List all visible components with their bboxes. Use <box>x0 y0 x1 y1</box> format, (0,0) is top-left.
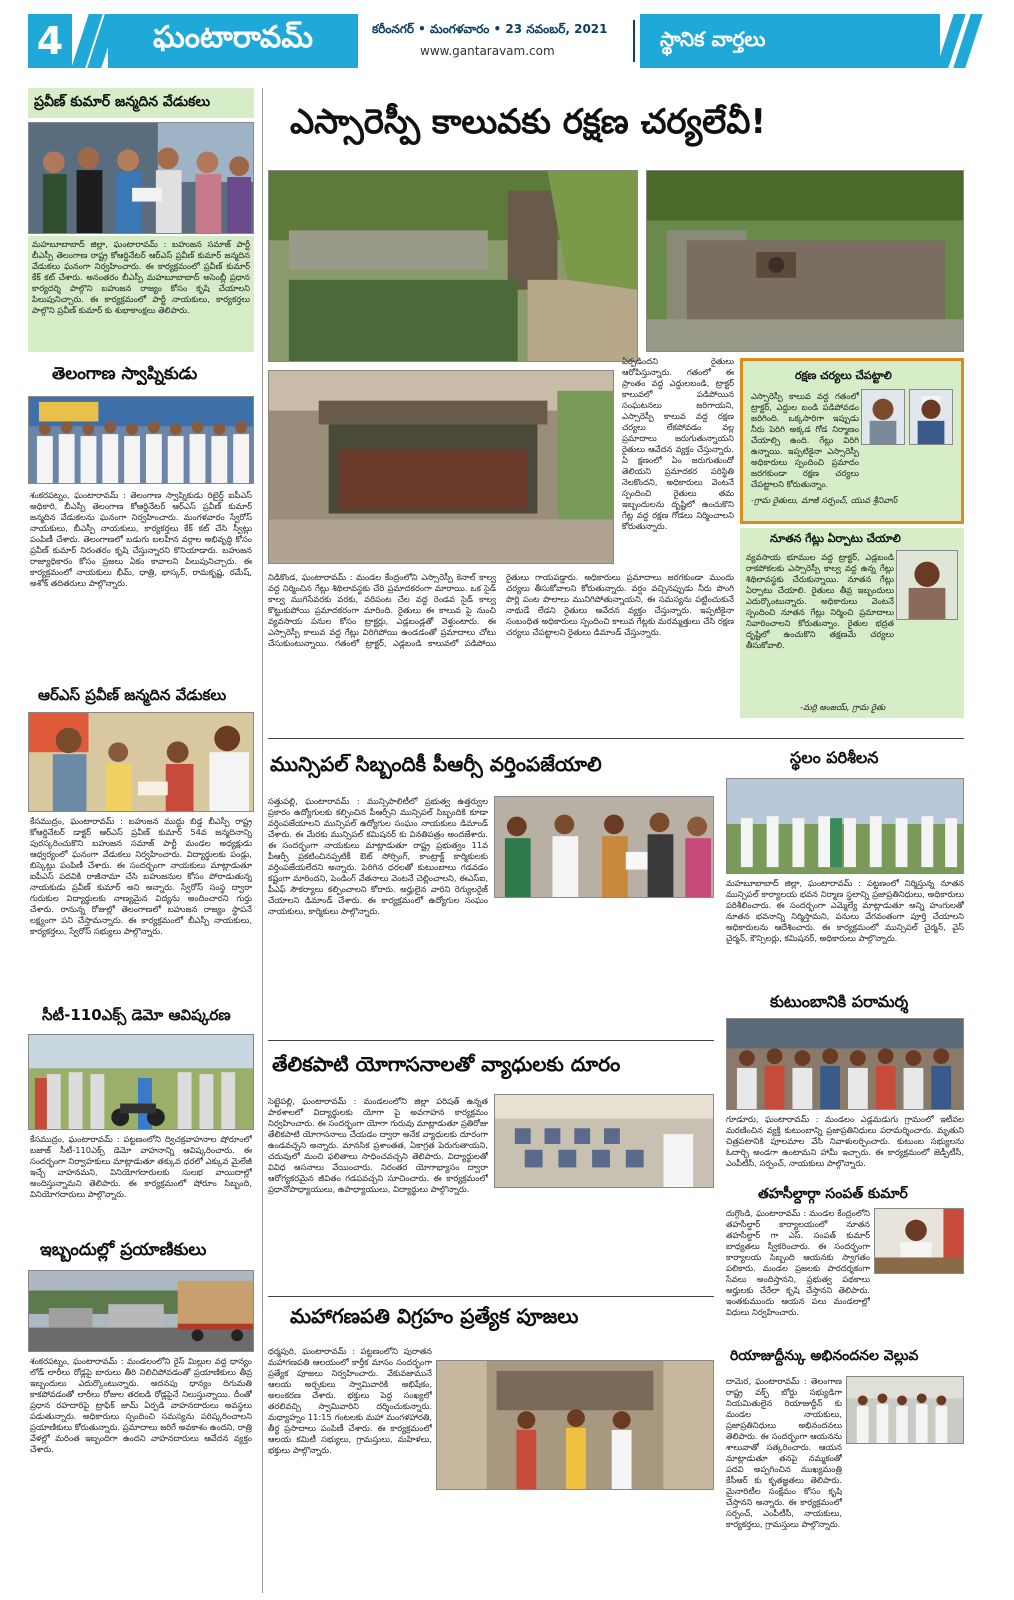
headline: కుటుంబానికి పరామర్శ <box>770 992 909 1011</box>
header-divider <box>633 20 635 62</box>
headline: తెలంగాణ స్వాప్నికుడు <box>52 364 198 384</box>
story-body: దామెర, ఘంటారావమ్ : తెలంగాణ రాష్ట్ర వక్ఫ్ బోర్డు సభ్యుడిగా నియమితులైన రియాజుద్దీన్ కు మండల నాయకులు, ప్రజాప్రతినిధులు అభినందనలు తెలిపారు. ఈ సందర్భంగా ఆయనను శాలువాతో సత్కరించారు. ఆయన మాట్లాడుతూ తనపై నమ్మకంతో పదవి అప్పగించిన ముఖ్యమంత్రి కేసీఆర్ కు కృతజ్ఞతలు తెలిపారు. మైనారిటీల సంక్షేమం కోసం కృషి చేస్తానని అన్నారు. ఈ కార్యక్రమంలో సర్పంచ్, ఎంపీటీసీ, నాయకులు, కార్యకర్తలు, గ్రామస్తులు పాల్గొన్నారు. <box>726 1376 842 1529</box>
photo-memorandum <box>494 796 714 898</box>
portrait-photo <box>909 389 953 445</box>
opinion-body: వ్యవసాయ భూముల వద్ద ట్రాక్టర్, ఎడ్లబండి రాకపోకలకు ఎస్సారెస్పీ కాల్వ వద్ద ఉన్న గేట్లు శిథిలావస్థకు చేరుకున్నాయి. నూతన గేట్లు ఏర్పాటు చేయాలి. రైతులు తీవ్ర ఇబ్బందులు ఎదుర్కొంటున్నారు. అధికారులు వెంటనే స్పందించి నూతన గేట్లు నిర్మించి ప్రమాదాలు నివారించాలని కోరుతున్నాం. రైతుల భద్రత దృష్టిలో ఉంచుకొని తక్షణమే చర్యలు తీసుకోవాలి. <box>746 552 894 650</box>
photo-temple-pooja <box>436 1360 714 1490</box>
dateline: కరీంనగర్ • మంగళవారం • 23 నవంబర్, 2021 <box>372 22 608 36</box>
section-rule <box>268 738 964 739</box>
photo-cake-cutting <box>28 712 254 812</box>
story-body: సెట్టెపల్లి, ఘంటారావమ్ : మండలంలోని జిల్లా పరిషత్ ఉన్నత పాఠశాలలో విద్యార్థులకు యోగా పై అవగాహన కార్యక్రమం నిర్వహించారు. ఈ సందర్భంగా యోగా గురువు మాట్లాడుతూ ప్రతిరోజు తేలికపాటి యోగాసనాలు చేయడం ద్వారా అనేక వ్యాధులకు దూరంగా ఉండవచ్చని అన్నారు. మానసిక ప్రశాంతత, ఏకాగ్రత పెరుగుతాయని, చదువులో మంచి ఫలితాలు సాధించవచ్చని తెలిపారు. విద్యార్థులతో వివిధ ఆసనాలు వేయించారు. నిరంతర యోగాభ్యాసం ద్వారా ఆరోగ్యకరమైన జీవితం గడపవచ్చని సూచించారు. ఈ కార్యక్రమంలో ప్రధానోపాధ్యాయులు, ఉపాధ్యాయులు, విద్యార్థులు పాల్గొన్నారు. <box>268 1096 488 1194</box>
photo-trucks-road <box>28 1270 254 1352</box>
opinion-title: నూతన గేట్లు ఏర్పాటు చేయాలి <box>770 532 901 545</box>
headline: రియాజుద్దీన్కు అభినందనల వెల్లువ <box>730 1348 919 1364</box>
story-body: కేసముద్రం, ఘంటారావమ్ : బహుజన ముద్దు బిడ్డ బీఎస్పీ రాష్ట్ర కోఆర్డినేటర్ డాక్టర్ ఆర్ఎస్ ప్రవీణ్ కుమార్ 54వ జన్మదినాన్ని పురస్కరించుకొని బహుజన సమాజ్ పార్టీ మండల అధ్యక్షుడు ఆధ్వర్యంలో ఘనంగా వేడుకలు నిర్వహించారు. విద్యార్థులకు పండ్లు, బిస్కెట్లు పంపిణీ చేశారు. ఈ సందర్భంగా నాయకులు మాట్లాడుతూ ఐపీఎస్ పదవికి రాజీనామా చేసి బహుజనుల కోసం పోరాడుతున్న నాయకుడు ప్రవీణ్ కుమార్ అని అన్నారు. స్వేరోస్ సంస్థ ద్వారా గురుకుల విద్యార్థులకు నాణ్యమైన విద్యను అందించారని గుర్తు చేశారు. రానున్న రోజుల్లో తెలంగాణలో బహుజన రాజ్యం స్థాపనే లక్ష్యంగా పని చేస్తామన్నారు. ఈ కార్యక్రమంలో బీఎస్పీ నాయకులు, కార్యకర్తలు, స్వేరోస్ సభ్యులు పాల్గొన్నారు. <box>30 816 252 936</box>
portrait-photo <box>896 550 958 620</box>
website: www.gantaravam.com <box>420 44 555 58</box>
story-body: మహబూబాబాద్ జిల్లా, ఘంటారావమ్ : పట్టణంలో నిర్మిస్తున్న నూతన మున్సిపల్ కార్యాలయ భవన నిర్మాణ స్థలాన్ని ప్రజాప్రతినిధులు, అధికారులు పరిశీలించారు. ఈ సందర్భంగా ఎమ్మెల్యే మాట్లాడుతూ అన్ని హంగులతో నూతన భవనాన్ని నిర్మిస్తామని, పనులు వేగవంతంగా పూర్తి చేయాలని అధికారులను ఆదేశించారు. ఈ కార్యక్రమంలో మున్సిపల్ చైర్మన్, వైస్ చైర్మన్, కౌన్సిలర్లు, కమిషనర్, అధికారులు పాల్గొన్నారు. <box>726 878 964 943</box>
headline: తహసీల్దార్గా సంపత్ కుమార్ <box>758 1186 908 1202</box>
photo-canal-gate-2 <box>646 170 964 352</box>
photo-birthday-cake <box>28 122 254 234</box>
photo-felicitation <box>846 1376 964 1444</box>
page-number: 4 <box>28 14 72 68</box>
photo-group-celebration <box>28 396 254 484</box>
headline: ప్రవీణ్ కుమార్ జన్మదిన వేడుకలు <box>34 94 211 110</box>
headline: ఇబ్బందుల్లో ప్రయాణికులు <box>40 1240 207 1260</box>
opinion-title: రక్షణ చర్యలు చేపట్టాలి <box>795 369 892 382</box>
lead-body-bottom: నిడికొండ, ఘంటారావమ్ : మండల కేంద్రంలోని ఎస్సారెస్పీ కెనాల్ కాల్వ వద్ద నిర్మించిన గేట్లు శిథిలావస్థకు చేరి ప్రమాదకరంగా మారాయి. ఒక సైడ్ కాల్వ ముగిసేవరకు వరకు, వరిపంట చేల వద్ద రెండవ సైడ్ కాల్వ కొట్టుకుపోయి ప్రమాదకరంగా మారింది. రైతులు ఈ కాలువ పై నుంచి వ్యవసాయ పనుల కోసం ట్రాక్టర్లు, ఎడ్లబండ్లతో వెళ్తుంటారు. ఈ ఎస్సారెస్పీ కాలువ వద్ద గేట్లు విరిగిపోయి ఉండడంతో ప్రమాదాలు చోటు చేసుకుంటున్నాయి. గతంలో ట్రాక్టర్, ఎడ్లబండి కాలువలో పడిపోయి రైతులు గాయపడ్డారు. అధికారులు ప్రమాదాలు జరగకుండా ముందు చర్యలు తీసుకోవాలని కోరుతున్నారు. వర్షం వచ్చినప్పుడు నీరు పొంగి పొర్లి పంట పొలాలు మునిగిపోతున్నాయని, ఈ సమస్యను పట్టించుకునే నాథుడే లేడని రైతులు ఆవేదన వ్యక్తం చేస్తున్నారు. ఇప్పటికైనా సంబంధిత అధికారులు స్పందించి కాలువ గేట్లకు మరమ్మత్తులు చేసి రక్షణ చర్యలు చేపట్టాలని రైతులు డిమాండ్ చేస్తున్నారు. <box>268 572 734 648</box>
headline: సీటీ-110ఎక్స్ డెమో ఆవిష్కరణ <box>42 1006 231 1024</box>
story-body: కేసముద్రం, ఘంటారావమ్ : పట్టణంలోని ద్విచక్రవాహనాల షోరూంలో బజాజ్ సీటీ-110ఎక్స్ డెమో వాహనాన్ని ఆవిష్కరించారు. ఈ సందర్భంగా నిర్వాహకులు మాట్లాడుతూ తక్కువ ధరలో ఎక్కువ మైలేజీ ఇచ్చే వాహనమని, వినియోగదారులకు సులభ వాయిదాల్లో అందిస్తున్నామని తెలిపారు. ఈ కార్యక్రమంలో షోరూం సిబ్బంది, వినియోగదారులు పాల్గొన్నారు. <box>30 1134 252 1199</box>
photo-site-inspection <box>726 778 964 874</box>
section-title: స్థానిక వార్తలు <box>640 14 940 68</box>
story-body: శంకరపట్నం, ఘంటారావమ్ : తెలంగాణ స్వాప్నికుడు రిటైర్డ్ ఐపీఎస్ అధికారి, బీఎస్పీ తెలంగాణ కోఆర్డినేటర్ ఆర్ఎస్ ప్రవీణ్ కుమార్ జన్మదిన వేడుకలను ఘనంగా నిర్వహించారు. మంగళవారం స్వేరోస్ నాయకులు, బీఎస్పీ నాయకులు, కార్యకర్తలు కేక్ కట్ చేసి స్వీట్లు పంపిణీ చేశారు. తెలంగాణలో బడుగు బలహీన వర్గాల అభివృద్ధి కోసం ప్రవీణ్ కుమార్ నిరంతరం కృషి చేస్తున్నారని కొనియాడారు. బహుజన రాజ్యాధికారం కోసం ప్రజలు ఏకం కావాలని పిలుపునిచ్చారు. ఈ కార్యక్రమంలో నాయకులు భీమ్, ధాత్రి, భాస్కర్, రామకృష్ణ, రమేష్, అశోక్ తదితరులు పాల్గొన్నారు. <box>30 490 252 588</box>
section-rule <box>268 1040 714 1041</box>
section-rule <box>268 1296 714 1297</box>
story-body: సత్తుపల్లి, ఘంటారావమ్ : మున్సిపాలిటీలో ప్రభుత్వ ఉత్తర్వుల ప్రకారం ఉద్యోగులకు కల్పించిన పీఆర్సీని మున్సిపల్ సిబ్బందికి కూడా వర్తింపజేయాలని మున్సిపల్ ఉద్యోగుల సంఘం నాయకులు డిమాండ్ చేశారు. ఈ మేరకు మున్సిపల్ కమిషనర్ కు వినతిపత్రం అందజేశారు. ఈ సందర్భంగా నాయకులు మాట్లాడుతూ రాష్ట్ర ప్రభుత్వం 11వ పీఆర్సీ ప్రకటించినప్పటికీ ఔట్ సోర్సింగ్, కాంట్రాక్ట్ కార్మికులకు వర్తింపజేయలేదని అన్నారు. పెరిగిన ధరలతో కుటుంబాలు గడవడం కష్టంగా మారిందని, పెండింగ్ వేతనాలు వెంటనే చెల్లించాలని, ఈఎస్ఐ, పీఎఫ్ సౌకర్యాలు కల్పించాలని కోరారు. అర్హులైన వారిని రెగ్యులరైజ్ చేయాలని డిమాండ్ చేశారు. ఈ కార్యక్రమంలో ఉద్యోగుల సంఘం నాయకులు, కార్మికులు పాల్గొన్నారు. <box>268 796 488 916</box>
headline: మున్సిపల్ సిబ్బందికీ పీఆర్సీ వర్తింపజేయాలి <box>270 752 602 776</box>
lead-body-right: ఏర్పడిందని రైతులు ఆరోపిస్తున్నారు. గతంలో ఈ ప్రాంతం వద్ద ఎద్దులబండి, ట్రాక్టర్ కాలువలో పడిపోయిన సంఘటనలు జరిగాయని, ఎస్సారెస్పీ కాలువ వద్ద రక్షణ చర్యలు లేకపోవడం వల్ల ప్రమాదాలు జరుగుతున్నాయని రైతులు ఆవేదన వ్యక్తం చేస్తున్నారు. ఏ క్షణంలో ఏం జరుగుతుందో తెలియని ప్రమాదకర పరిస్థితి నెలకొందని, అధికారులు వెంటనే స్పందించి రైతులు తమ ఇబ్బందులను దృష్టిలో ఉంచుకొని గేట్ల వద్ద రక్షణ గోడలు నిర్మించాలని కోరుతున్నారు. <box>622 356 734 531</box>
opinion-credit: -గ్రామ రైతులు, మాజీ సర్పంచ్, యువ శ్రీనివాస్ <box>751 495 898 505</box>
opinion-body: ఎస్సారెస్పీ కాలువ వద్ద గతంలో ట్రాక్టర్, ఎద్దుల బండి పడిపోవడం జరిగింది. ఒక్కసారిగా ఇప్పుడు నీరు పెరిగి అక్కడ గోడ నిర్మాణం చేయాల్సి ఉంది. గేట్లు విరిగి ఉన్నాయి. ఇప్పటికైనా ఎస్సారెస్పీ అధికారులు స్పందించి ప్రమాదం జరగకుండా రక్షణ చర్యలు చేపట్టాలని కోరుతున్నాం. <box>751 391 859 489</box>
story-body: గూడూరు, ఘంటారావమ్ : మండలం ఎడ్లమడుగు గ్రామంలో ఇటీవల మరణించిన వ్యక్తి కుటుంబాన్ని ప్రజాప్రతినిధులు పరామర్శించారు. మృతుని చిత్రపటానికి పూలమాల వేసి నివాళులర్పించారు. కుటుంబ సభ్యులను ఓదార్చి అండగా ఉంటామని హామీ ఇచ్చారు. ఈ కార్యక్రమంలో జెడ్పీటీసీ, ఎంపీటీసీ, సర్పంచ్, నాయకులు పాల్గొన్నారు. <box>726 1114 964 1168</box>
column-divider <box>262 88 263 1593</box>
photo-bike-launch <box>28 1034 254 1130</box>
photo-condolence-visit <box>726 1018 964 1110</box>
headline: ఆర్ఎస్ ప్రవీణ్ జన్మదిన వేడుకలు <box>38 686 227 704</box>
photo-canal-gate-3 <box>268 370 614 564</box>
lead-headline: ఎస్సారెస్పీ కాలువకు రక్షణ చర్యలేవీ! <box>290 102 766 142</box>
opinion-box <box>740 358 964 524</box>
story-body: మహబూబాబాద్ జిల్లా, ఘంటారావమ్ : బహుజన సమాజ్ పార్టీ బీఎస్పీ తెలంగాణ రాష్ట్ర కోఆర్డినేటర్ ఆర్ఎస్ ప్రవీణ్ కుమార్ జన్మదిన వేడుకలు ఘనంగా నిర్వహించారు. ఈ కార్యక్రమంలో ప్రవీణ్ కుమార్ కేక్ కట్ చేశారు. అనంతరం బీఎస్పీ మహబూబాబాద్ అసెంబ్లీ ప్రధాన కార్యదర్శి పాల్గొని బహుజన రాజ్యం కోసం కృషి చేయాలని పిలుపునిచ్చారు. ఈ కార్యక్రమంలో పార్టీ నాయకులు, కార్యకర్తలు పాల్గొని ప్రవీణ్ కుమార్ కు శుభాకాంక్షలు తెలిపారు. <box>32 239 250 315</box>
masthead-title: ఘంటారావమ్ <box>108 14 358 68</box>
story-body-cont <box>494 902 714 1032</box>
portrait-photo <box>861 389 905 445</box>
photo-yoga-class <box>494 1094 714 1188</box>
opinion-credit: -మర్రి అంజయ్, గ్రామ రైతు <box>800 702 886 712</box>
headline: స్థలం పరిశీలన <box>790 748 879 767</box>
opinion-box <box>740 528 964 718</box>
story-body: శంకరపట్నం, ఘంటారావమ్ : మండలంలోని రైస్ మిల్లుల వద్ద ధాన్యం లోడ్ లారీలు రోడ్లపై బారులు తీరి నిలిచిపోవడంతో ప్రయాణికులు తీవ్ర ఇబ్బందులు ఎదుర్కొంటున్నారు. అదనపు ధాన్యం దిగుమతి కాకపోవడంతో లారీలు రోజుల తరబడి రోడ్లపైనే నిలుస్తున్నాయి. దీంతో ప్రధాన రహదారిపై ట్రాఫిక్ జామ్ ఏర్పడి వాహనదారులు అవస్థలు పడుతున్నారు. అధికారులు స్పందించి సమస్యను పరిష్కరించాలని ప్రయాణికులు కోరుతున్నారు. ప్రమాదాలు జరిగే అవకాశం ఉందని, రాత్రి వేళల్లో మరింత ఇబ్బందిగా ఉందని వాహనదారులు ఆవేదన వ్యక్తం చేశారు. <box>30 1356 252 1454</box>
story-body: దుగ్గొండి, ఘంటారావమ్ : మండల కేంద్రంలోని తహసీల్దార్ కార్యాలయంలో నూతన తహసీల్దార్ గా ఎస్. సంపత్ కుమార్ బాధ్యతలు స్వీకరించారు. ఈ సందర్భంగా కార్యాలయ సిబ్బంది ఆయనకు స్వాగతం పలికారు. మండల ప్రజలకు పారదర్శకంగా సేవలు అందిస్తానని, ప్రభుత్వ పథకాలు అర్హులకు చేరేలా కృషి చేస్తానని తెలిపారు. ఇంతకుముందు ఆయన పలు మండలాల్లో విధులు నిర్వహించారు. <box>726 1208 870 1317</box>
photo-canal-gate-1 <box>268 170 638 362</box>
headline: మహాగణపతి విగ్రహం ప్రత్యేక పూజలు <box>290 1304 579 1328</box>
photo-tahsildar <box>874 1208 964 1274</box>
story-body: ధర్మపురి, ఘంటారావమ్ : పట్టణంలోని పురాతన మహాగణపతి ఆలయంలో కార్తీక మాసం సందర్భంగా ప్రత్యేక పూజలు నిర్వహించారు. వేకువజామునే ఆలయ అర్చకులు స్వామివారికి అభిషేకం, అలంకరణ చేశారు. భక్తులు పెద్ద సంఖ్యలో తరలివచ్చి స్వామివారిని దర్శించుకున్నారు. మధ్యాహ్నం 11:15 గంటలకు మహా మంగళహారతి, తీర్థ ప్రసాదాలు పంపిణీ చేశారు. ఈ కార్యక్రమంలో ఆలయ కమిటీ సభ్యులు, గ్రామస్తులు, మహిళలు, భక్తులు పాల్గొన్నారు. <box>268 1346 432 1455</box>
headline: తేలికపాటి యోగాసనాలతో వ్యాధులకు దూరం <box>272 1052 621 1076</box>
